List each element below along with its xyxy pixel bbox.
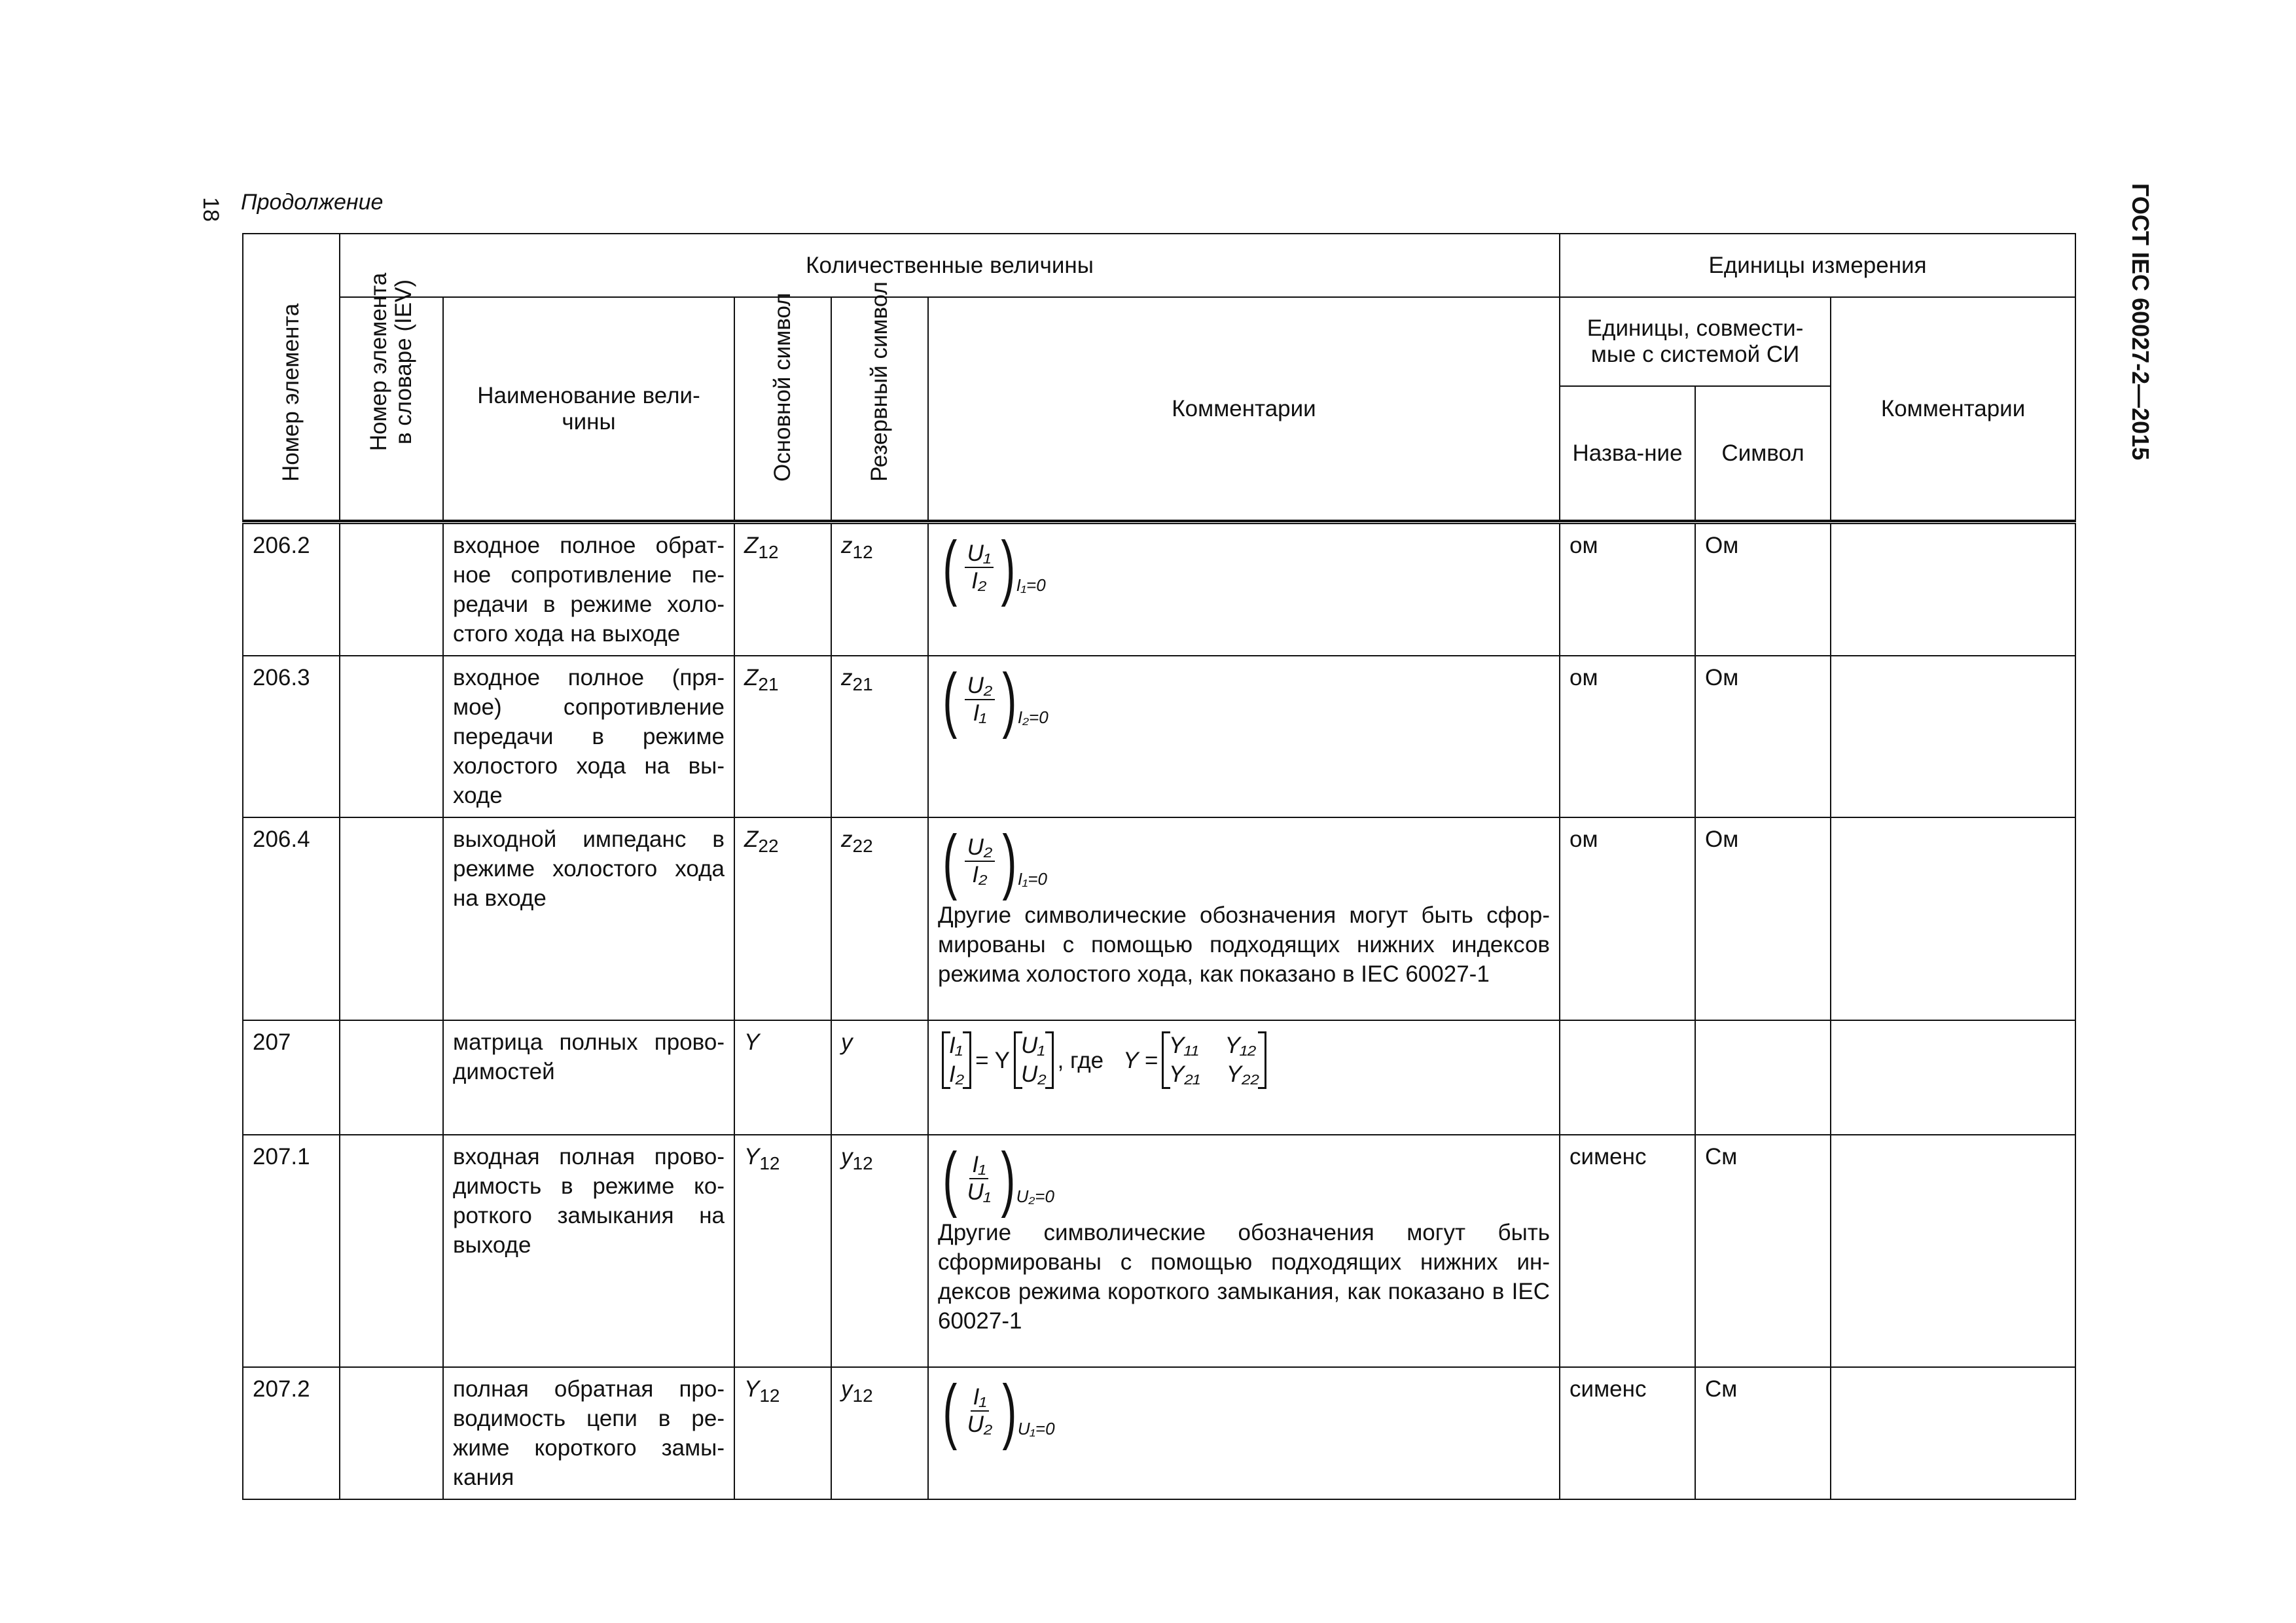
quantity-name: полная обратная про-водимость цепи в ре-жиме короткого замы-кания (443, 1367, 734, 1499)
element-number: 207.1 (243, 1135, 340, 1367)
fraction-formula: ( $\frac{\text{U₁}}{\text{I₂}}$ ) I₁=0 (942, 527, 1046, 607)
table-row (243, 1367, 2075, 1499)
matrix-formula: I₁ I₂ = Y U₁ U₂ , где Y = Y₁₁ Y₁₂ Y₂₁ Y₂₂ (938, 1031, 1550, 1089)
header-comments: Комментарии (928, 297, 1560, 520)
unit-comment (1831, 656, 2075, 817)
comment-cell (928, 656, 1560, 817)
fraction-formula: ( $\frac{\text{U₂}}{\text{I₁}}$ ) I₂=0 (942, 659, 1049, 740)
unit-comment (1831, 817, 2075, 1020)
unit-symbol: Ом (1695, 656, 1831, 817)
iev-number (340, 1135, 443, 1367)
comment-cell (928, 1020, 1560, 1135)
header-iev-number: Номер элемента в словаре (IEV) (340, 297, 443, 520)
table-row (243, 1020, 2075, 1135)
iev-number (340, 1367, 443, 1499)
iev-number (340, 656, 443, 817)
unit-name: ом (1560, 656, 1695, 817)
element-number: 206.3 (243, 656, 340, 817)
main-symbol: $Z_{12}$ (734, 523, 831, 656)
quantity-name: матрица полных прово-димостей (443, 1020, 734, 1135)
element-number: 207 (243, 1020, 340, 1135)
comment-cell (928, 817, 1560, 1020)
main-symbol: $Z_{22}$ (734, 817, 831, 1020)
reserve-symbol: $z_{22}$ (831, 817, 928, 1020)
comment-cell (928, 1367, 1560, 1499)
unit-name: сименс (1560, 1135, 1695, 1367)
header-unit-comments: Комментарии (1831, 297, 2075, 520)
page-number: 18 (198, 197, 223, 222)
comment-cell (928, 1135, 1560, 1367)
fraction-formula: ( $\frac{\text{U₂}}{\text{I₂}}$ ) I₁=0 (942, 821, 1047, 901)
iev-number (340, 1020, 443, 1135)
header-element-number: Номер элемента (243, 234, 340, 520)
reserve-symbol: $z_{12}$ (831, 523, 928, 656)
quantity-name: входная полная прово-димость в режиме ко-роткого замыкания на выходе (443, 1135, 734, 1367)
header-unit-symbol: Символ (1695, 386, 1831, 520)
table-row (243, 1135, 2075, 1367)
unit-name: ом (1560, 523, 1695, 656)
reserve-symbol: $z_{21}$ (831, 656, 928, 817)
reserve-symbol: $y_{12}$ (831, 1367, 928, 1499)
comment-note: Другие символические обозначения могут быть сформированы с помощью подходящих нижних ин-дексов режима короткого замыкания, как показано в IEC 60027-1 (938, 1220, 1551, 1334)
header-si-units: Единицы, совмести-мые с системой СИ (1560, 297, 1831, 386)
reserve-symbol: y (831, 1020, 928, 1135)
continuation-label: Продолжение (241, 190, 384, 215)
unit-name: сименс (1560, 1367, 1695, 1499)
main-symbol: $Z_{21}$ (734, 656, 831, 817)
header-units: Единицы измерения (1560, 234, 2075, 297)
unit-comment (1831, 1367, 2075, 1499)
unit-comment (1831, 523, 2075, 656)
main-symbol: $Y_{12}$ (734, 1367, 831, 1499)
iev-number (340, 817, 443, 1020)
main-symbol: $Y_{12}$ (734, 1135, 831, 1367)
element-number: 206.2 (243, 523, 340, 656)
table-row (243, 656, 2075, 817)
header-unit-name: Назва-ние (1560, 386, 1695, 520)
reserve-symbol: $y_{12}$ (831, 1135, 928, 1367)
element-number: 207.2 (243, 1367, 340, 1499)
unit-symbol: См (1695, 1135, 1831, 1367)
quantities-table (242, 233, 2076, 1500)
unit-name (1560, 1020, 1695, 1135)
comment-note: Другие символические обозначения могут быть сфор-мированы с помощью подходящих нижних индексов режима холостого хода, как показано в IEC 60027-1 (938, 902, 1551, 987)
table-row (243, 523, 2075, 656)
quantity-name: входное полное обрат-ное сопротивление пе-редачи в режиме холо-стого хода на выходе (443, 523, 734, 656)
table-row (243, 817, 2075, 1020)
comment-cell (928, 523, 1560, 656)
header-quantity-name: Наименование вели-чины (443, 297, 734, 520)
header-main-symbol: Основной символ (734, 297, 831, 520)
unit-symbol: Ом (1695, 817, 1831, 1020)
standard-title: ГОСТ IEC 60027-2—2015 (2127, 183, 2154, 461)
main-symbol: Y (734, 1020, 831, 1135)
unit-name: ом (1560, 817, 1695, 1020)
unit-comment (1831, 1020, 2075, 1135)
unit-symbol: Ом (1695, 523, 1831, 656)
unit-comment (1831, 1135, 2075, 1367)
unit-symbol (1695, 1020, 1831, 1135)
quantity-name: выходной импеданс в режиме холостого хода на входе (443, 817, 734, 1020)
header-reserve-symbol: Резервный символ (831, 297, 928, 520)
element-number: 206.4 (243, 817, 340, 1020)
fraction-formula: ( $\frac{\text{I₁}}{\text{U₂}}$ ) U₁=0 (942, 1370, 1055, 1451)
quantity-name: входное полное (пря-мое) сопротивление передачи в режиме холостого хода на вы-ходе (443, 656, 734, 817)
header-quantities: Количественные величины (340, 234, 1560, 297)
fraction-formula: ( $\frac{\text{I₁}}{\text{U₁}}$ ) U₂=0 (942, 1138, 1054, 1219)
unit-symbol: См (1695, 1367, 1831, 1499)
iev-number (340, 523, 443, 656)
